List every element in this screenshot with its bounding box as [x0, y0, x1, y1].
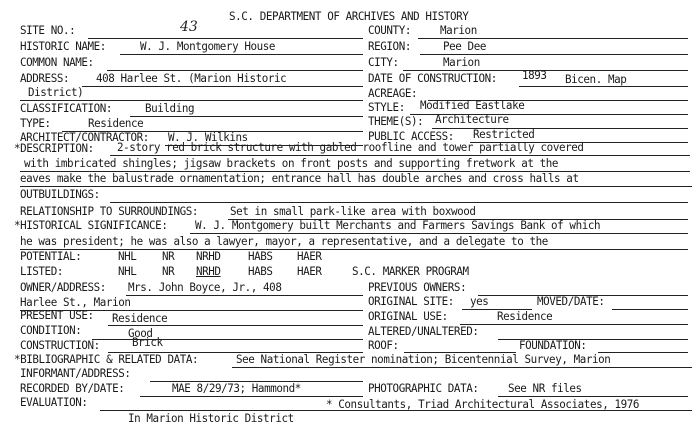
- potential-habs: HABS: [248, 249, 273, 263]
- description-line1: 2-story red brick structure with gabled roofline and tower partially covered: [117, 140, 584, 154]
- classification-line: [130, 116, 363, 117]
- outbuildings-line: [110, 202, 688, 203]
- date-value: 1893: [522, 68, 547, 82]
- description-line3: eaves make the balustrade ornamentation; entrance hall has double arches and cross halls at: [20, 171, 579, 185]
- owner-label: OWNER/ADDRESS:: [20, 280, 106, 294]
- bibliographic-label: *BIBLIOGRAPHIC & RELATED DATA:: [14, 352, 199, 366]
- owner-line2: Harlee St., Marion: [20, 295, 131, 309]
- historic-name-line: [120, 54, 363, 55]
- potential-nrhd: NRHD: [196, 249, 221, 263]
- address-underline: [82, 86, 363, 87]
- address-label: ADDRESS:: [20, 71, 70, 85]
- style-label: STYLE:: [368, 100, 405, 114]
- significance-label: *HISTORICAL SIGNIFICANCE:: [14, 218, 168, 232]
- potential-haer: HAER: [297, 249, 322, 263]
- listed-nr: NR: [162, 264, 175, 278]
- relationship-label: RELATIONSHIP TO SURROUNDINGS:: [20, 204, 199, 218]
- construction-value: Brick: [132, 335, 163, 349]
- site-no-value: 43: [180, 19, 198, 35]
- common-name-label: COMMON NAME:: [20, 55, 94, 69]
- potential-label: POTENTIAL:: [20, 249, 82, 263]
- city-value: Marion: [443, 55, 480, 69]
- owner-line1: Mrs. John Boyce, Jr., 408: [128, 280, 282, 294]
- listed-haer: HAER: [297, 264, 322, 278]
- foundation-line: [598, 352, 688, 353]
- evaluation-label: EVALUATION:: [20, 395, 88, 409]
- bibliographic-line: [232, 367, 692, 368]
- acreage-label: ACREAGE:: [368, 86, 418, 100]
- moved-line: [612, 309, 688, 310]
- listed-label: LISTED:: [20, 264, 63, 278]
- original-use-line: [460, 324, 688, 325]
- construction-label: CONSTRUCTION:: [20, 338, 100, 352]
- original-site-label: ORIGINAL SITE:: [368, 294, 454, 308]
- potential-nhl: NHL: [118, 249, 137, 263]
- original-use-label: ORIGINAL USE:: [368, 309, 448, 323]
- form-header: S.C. DEPARTMENT OF ARCHIVES AND HISTORY: [229, 9, 469, 23]
- listed-nrhd: NRHD: [196, 264, 221, 278]
- site-no-label: SITE NO.:: [20, 23, 76, 37]
- county-value: Marion: [440, 23, 477, 37]
- date-line: [519, 86, 688, 87]
- address-line1: 408 Harlee St. (Marion Historic: [96, 71, 287, 85]
- informant-label: INFORMANT/ADDRESS:: [20, 366, 131, 380]
- type-label: TYPE:: [20, 116, 51, 130]
- foundation-label: FOUNDATION:: [519, 338, 587, 352]
- consultants-note: * Consultants, Triad Architectural Associates, 1976: [326, 397, 640, 411]
- roof-label: ROOF:: [368, 338, 399, 352]
- relationship-value: Set in small park-like area with boxwood: [230, 204, 476, 218]
- county-label: COUNTY:: [368, 23, 411, 37]
- photographic-value: See NR files: [508, 381, 582, 395]
- bibliographic-value: See National Register nomination; Bicentennial Survey, Marion: [236, 352, 611, 366]
- present-use-label: PRESENT USE:: [20, 308, 94, 322]
- photographic-label: PHOTOGRAPHIC DATA:: [368, 381, 479, 395]
- public-access-value: Restricted: [473, 127, 535, 141]
- marker-program: S.C. MARKER PROGRAM: [352, 264, 469, 278]
- historic-name-label: HISTORIC NAME:: [20, 39, 106, 53]
- recorded-label: RECORDED BY/DATE:: [20, 381, 125, 395]
- description-line2: with imbricated shingles; jigsaw brackets on front posts and supporting fretwork at the: [24, 156, 559, 170]
- classification-label: CLASSIFICATION:: [20, 101, 113, 115]
- present-use-value: Residence: [112, 311, 168, 325]
- address-line2: District): [28, 85, 84, 99]
- public-access-label: PUBLIC ACCESS:: [368, 129, 454, 143]
- classification-value: Building: [145, 101, 195, 115]
- region-label: REGION:: [368, 39, 411, 53]
- recorded-value: MAE 8/29/73; Hammond*: [172, 381, 301, 395]
- date-label: DATE OF CONSTRUCTION:: [368, 71, 497, 85]
- owner-underline1: [126, 295, 363, 296]
- evaluation-value: In Marion Historic District: [128, 411, 294, 425]
- architect-value: W. J. Wilkins: [168, 130, 248, 144]
- altered-label: ALTERED/UNALTERED:: [368, 324, 479, 338]
- original-use-value: Residence: [497, 309, 553, 323]
- themes-line: [432, 128, 688, 129]
- city-label: CITY:: [368, 55, 399, 69]
- significance-line1: W. J. Montgomery built Merchants and Farmers Savings Bank of which: [195, 218, 601, 232]
- listed-habs: HABS: [248, 264, 273, 278]
- potential-nr: NR: [162, 249, 175, 263]
- themes-label: THEME(S):: [368, 114, 424, 128]
- listed-nhl: NHL: [118, 264, 137, 278]
- architect-label: ARCHITECT/CONTRACTOR:: [20, 130, 149, 144]
- previous-owners-label: PREVIOUS OWNERS:: [368, 280, 467, 294]
- region-value: Pee Dee: [443, 39, 486, 53]
- significance-line2: he was president; he was also a lawyer, mayor, a representative, and a delegate to the: [20, 234, 548, 248]
- themes-value: Architecture: [435, 112, 509, 126]
- condition-label: CONDITION:: [20, 323, 82, 337]
- description-label: *DESCRIPTION:: [14, 141, 94, 155]
- condition-value: Good: [128, 326, 153, 340]
- original-site-value: yes: [470, 294, 489, 308]
- outbuildings-label: OUTBUILDINGS:: [20, 187, 100, 201]
- historic-name-value: W. J. Montgomery House: [140, 39, 276, 53]
- moved-label: MOVED/DATE:: [537, 294, 605, 308]
- type-value: Residence: [88, 116, 144, 130]
- date-source: Bicen. Map: [565, 72, 627, 86]
- description-underline3: [20, 186, 692, 187]
- style-value: Modified Eastlake: [420, 98, 525, 112]
